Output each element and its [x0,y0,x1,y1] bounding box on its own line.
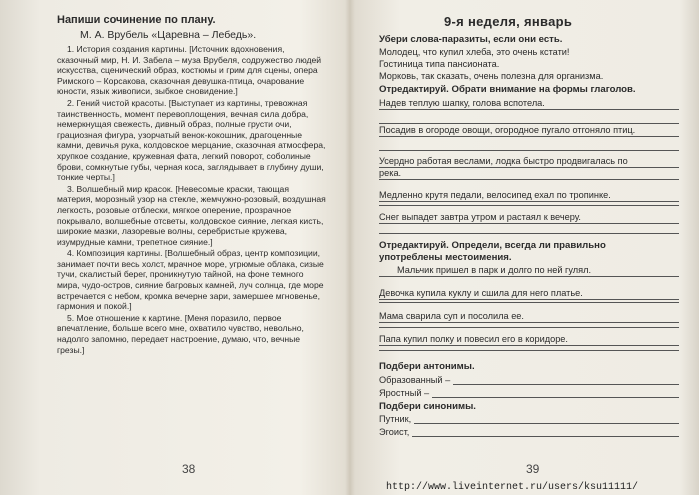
essay-subtitle: М. А. Врубель «Царевна – Лебедь». [80,29,257,41]
exercise-line: Морковь, так сказать, очень полезна для организма. [379,71,604,81]
exercise-line: Папа купил полку и повесил его в коридоре. [379,334,679,346]
exercise-line: Посадив в огороде овощи, огородное пугало отгоняло птиц. [379,125,679,137]
writing-line [379,302,679,303]
antonyms-title: Подбери антонимы. [379,361,475,372]
page-number-right: 39 [526,462,540,476]
watermark-url: http://www.liveinternet.ru/users/ksu11111/ [386,482,639,493]
exercise-line: Надев теплую шапку, голова вспотела. [379,98,679,110]
answer-blank [414,415,679,424]
plan-item-3: 3. Волшебный мир красок. [Невесомые краски, тающая материя, морозный узор на стекле, жемчужно-розовый, воздушная легкость, розовые отблески, мягкое оперение, прозрачное покрывало, волшебные отсветы, колдовское сияние, легкая кисть, широкие мазки, лазоревые волны, серебристые кружева, изумрудные камни, трепетное сияние.] [57,183,326,247]
section-pronouns-title-1: Отредактируй. Определи, всегда ли правильно [379,240,606,251]
exercise-line: Гостиница типа пансионата. [379,59,500,69]
exercise-line: Усердно работая веслами, лодка быстро продвигалась по [379,156,679,168]
left-page [0,0,349,495]
answer-blank [453,376,679,385]
answer-blank [432,389,679,398]
week-header: 9-я неделя, январь [444,14,573,29]
synonym-word: Путник, [379,414,412,424]
writing-line [379,123,679,124]
exercise-line: Молодец, что купил хлеба, это очень кстати! [379,47,570,57]
antonym-word: Яростный – [379,388,430,398]
page-number-left: 38 [182,462,196,476]
right-page [350,0,699,495]
synonym-word: Эгоист, [379,427,410,437]
answer-blank [412,428,679,437]
plan-item-5: 5. Мое отношение к картине. [Меня поразило, первое впечатление, больше всего мне, охватило чувство, невольно, надолго запомню, передает настроение, думаю, что, вечные грезы.] [57,312,304,355]
antonym-word: Образованный – [379,375,451,385]
writing-line [379,150,679,151]
synonyms-title: Подбери синонимы. [379,401,476,412]
exercise-line: Девочка купила куклу и сшила для него платье. [379,288,679,300]
exercise-line: Медленно крутя педали, велосипед ехал по тропинке. [379,190,679,202]
essay-title: Напиши сочинение по плану. [57,14,216,26]
exercise-line: река. [379,168,679,180]
section-verb-forms-title: Отредактируй. Обрати внимание на формы глаголов. [379,84,636,95]
writing-line [379,233,679,234]
section-filler-words-title: Убери слова-паразиты, если они есть. [379,34,563,45]
synonym-row [379,414,679,424]
plan-item-4: 4. Композиция картины. [Волшебный образ, центр композиции, занимает почти весь холст, мрачное море, угрюмые облака, сизые тучи, скалистый берег, проникнутую тайной, на фоне темного мира, чудо-остров, сияние багровых камней, луч солнца, где море встречается с небом, кромка вечерне зари, замершее мгновенье, гармония и покой.] [57,248,324,312]
plan-item-2: 2. Гений чистой красоты. [Выступает из картины, тревожная таинственность, момент перевоплощения, вечная сила добра, немеркнущая свежесть, дивный образ, полные грусти очи, грациозная фигура, узорчатый венок-кокошник, драгоценные камни, девичья рука, колдовское мерцание, сказочная атмосфера, хрупкое создание, кружевная фата, легкий поворот, соболиные брови, сомкнутые губы, черная коса, заглядывает в глубину души, тонкие черты.] [57,97,326,183]
exercise-line: Мама сварила суп и посолила ее. [379,311,679,323]
antonym-row [379,388,679,398]
writing-line [379,205,679,206]
writing-line [379,327,679,328]
essay-plan [57,44,327,356]
exercise-line: Мальчик пришел в парк и долго по ней гулял. [379,265,679,277]
plan-item-1: 1. История создания картины. [Источник вдохновения, сказочный мир, Н. И. Забела – муза Врубеля, содружество людей искусства, сценический образ, костюмы и грим для сцены, опера Римского – Корсакова, сказочная девушка-птица, очарование юности, язык живописи, зыбкое сновидение.] [57,44,322,97]
writing-line [379,350,679,351]
section-pronouns-title-2: употреблены местоимения. [379,252,512,263]
exercise-line: Снег выпадет завтра утром и растаял к вечеру. [379,212,679,224]
synonym-row [379,427,679,437]
antonym-row [379,375,679,385]
